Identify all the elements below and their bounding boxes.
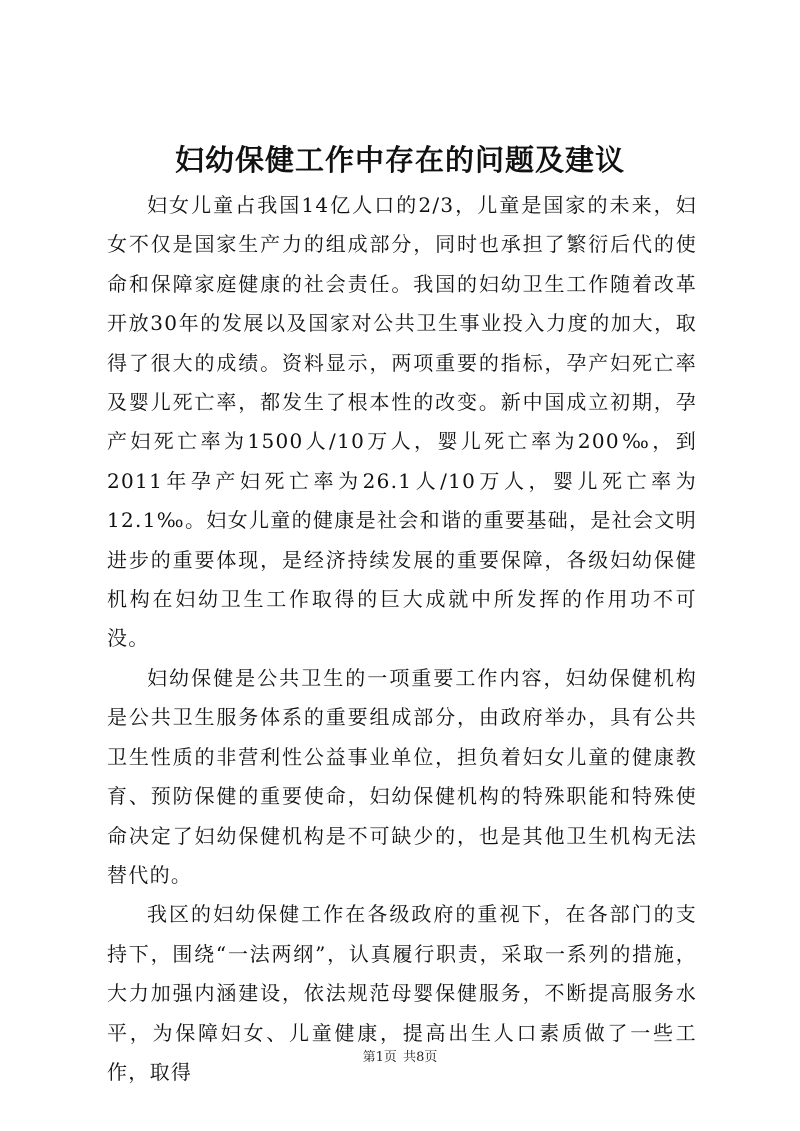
page-total: 共8页 <box>403 1050 438 1065</box>
document-title: 妇幼保健工作中存在的问题及建议 <box>174 143 625 177</box>
page-footer <box>0 1048 800 1068</box>
paragraph-2: 妇幼保健是公共卫生的一项重要工作内容，妇幼保健机构是公共卫生服务体系的重要组成部分，由政府举办，具有公共卫生性质的非营利性公益事业单位，担负着妇女儿童的健康教育、预防保健的重要使命，妇幼保健机构的特殊职能和特殊使命决定了妇幼保健机构是不可缺少的，也是其他卫生机构无法替代的。 <box>107 665 697 887</box>
document-body <box>107 186 697 1092</box>
paragraph-3: 我区的妇幼保健工作在各级政府的重视下，在各部门的支持下，围绕“一法两纲”，认真履行职责，采取一系列的措施，大力加强内涵建设，依法规范母婴保健服务，不断提高服务水平，为保障妇女、儿童健康，提高出生人口素质做了一些工作，取得 <box>107 902 697 1084</box>
paragraph-1: 妇女儿童占我国14亿人口的2/3，儿童是国家的未来，妇女不仅是国家生产力的组成部分，同时也承担了繁衍后代的使命和保障家庭健康的社会责任。我国的妇幼卫生工作随着改革开放30年的发展以及国家对公共卫生事业投入力度的加大，取得了很大的成绩。资料显示，两项重要的指标，孕产妇死亡率及婴儿死亡率，都发生了根本性的改变。新中国成立初期，孕产妇死亡率为1500人/10万人，婴儿死亡率为200‰，到2011年孕产妇死亡率为26.1人/10万人，婴儿死亡率为12.1‰。妇女儿童的健康是社会和谐的重要基础，是社会文明进步的重要体现，是经济持续发展的重要保障，各级妇幼保健机构在妇幼卫生工作取得的巨大成就中所发挥的作用功不可没。 <box>107 193 697 651</box>
page-number: 第1页 <box>362 1050 397 1065</box>
